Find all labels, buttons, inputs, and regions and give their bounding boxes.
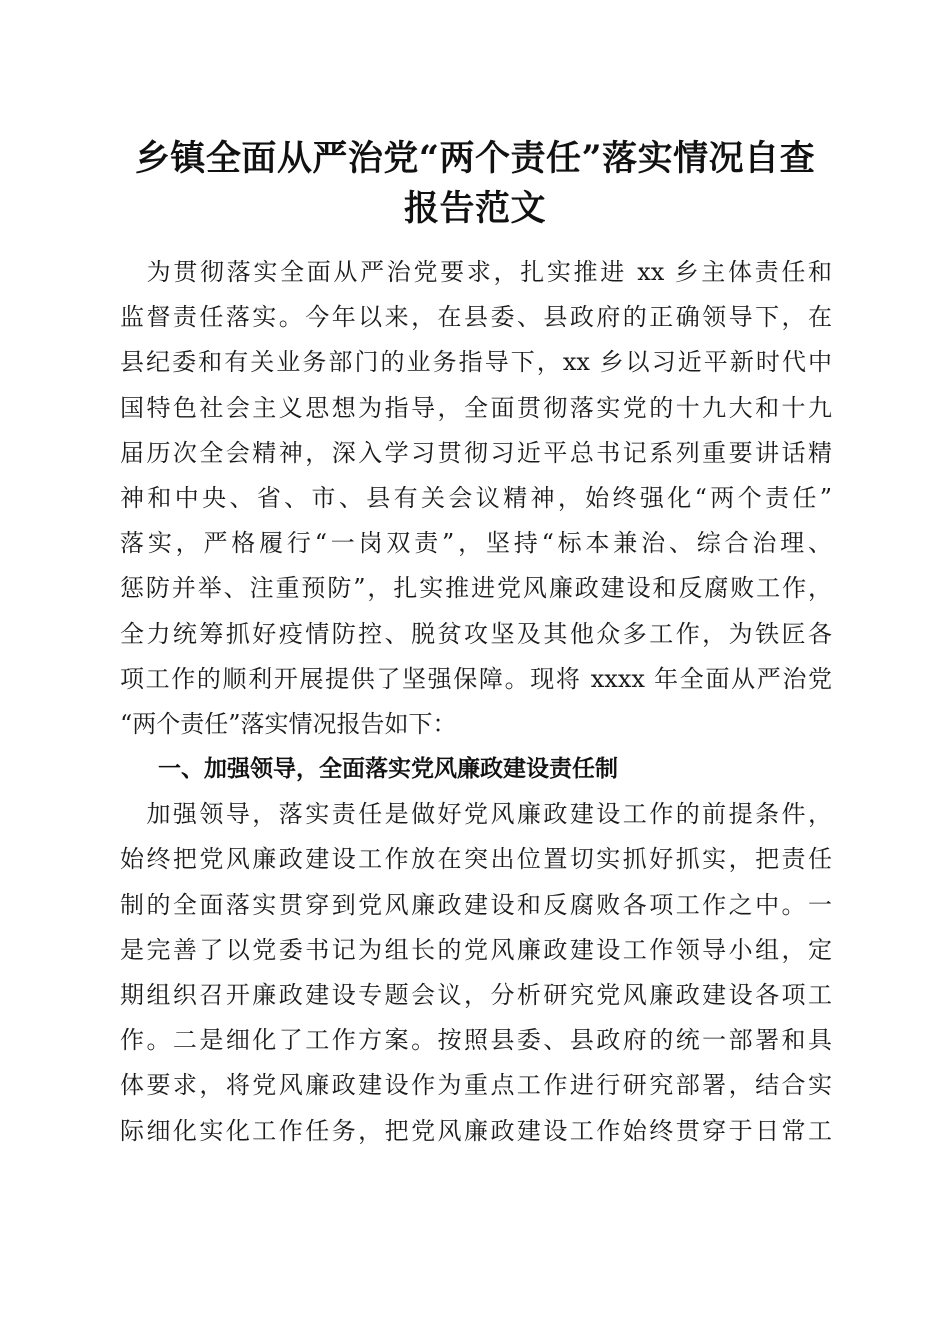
section-heading: 一、加强领导，全面落实党风廉政建设责任制 — [158, 756, 618, 783]
text-line: 始终把党风廉政建设工作放在突出位置切实抓好抓实，把责任 — [120, 845, 832, 874]
text-line: 为贯彻落实全面从严治党要求，扎实推进 xx 乡主体责任和 — [120, 258, 832, 286]
text-line: 加强领导，落实责任是做好党风廉政建设工作的前提条件， — [120, 800, 832, 829]
text-line: 国特色社会主义思想为指导，全面贯彻落实党的十九大和十九 — [120, 393, 832, 422]
section-paragraph — [120, 792, 832, 1154]
text-line: 是完善了以党委书记为组长的党风廉政建设工作领导小组，定 — [120, 935, 832, 964]
text-line: 监督责任落实。今年以来，在县委、县政府的正确领导下，在 — [120, 303, 832, 332]
text-line: 制的全面落实贯穿到党风廉政建设和反腐败各项工作之中。一 — [120, 890, 832, 919]
document-body — [120, 250, 832, 1154]
title-line-1: 乡镇全面从严治党“两个责任”落实情况自查 — [134, 138, 816, 179]
text-line: 届历次全会精神，深入学习贯彻习近平总书记系列重要讲话精 — [120, 438, 832, 467]
text-line: 项工作的顺利开展提供了坚强保障。现将 xxxx 年全面从严治党 — [120, 664, 832, 693]
text-line: 全力统筹抓好疫情防控、脱贫攻坚及其他众多工作，为铁匠各 — [120, 619, 832, 648]
text-line: 体要求，将党风廉政建设作为重点工作进行研究部署，结合实 — [120, 1071, 832, 1100]
text-line: 神和中央、省、市、县有关会议精神，始终强化“两个责任” — [120, 483, 832, 512]
document-title — [100, 134, 850, 234]
text-line: 惩防并举、注重预防”，扎实推进党风廉政建设和反腐败工作， — [120, 574, 832, 603]
text-line: 期组织召开廉政建设专题会议，分析研究党风廉政建设各项工 — [120, 981, 832, 1009]
text-line: 落实，严格履行“一岗双责”，坚持“标本兼治、综合治理、 — [120, 529, 832, 558]
text-line: “两个责任”落实情况报告如下： — [120, 709, 457, 738]
title-line-2: 报告范文 — [403, 188, 546, 229]
text-line: 作。二是细化了工作方案。按照县委、县政府的统一部署和具 — [120, 1026, 832, 1055]
intro-paragraph — [120, 250, 832, 747]
text-line: 际细化实化工作任务，把党风廉政建设工作始终贯穿于日常工 — [120, 1116, 832, 1145]
text-line: 县纪委和有关业务部门的业务指导下，xx 乡以习近平新时代中 — [120, 348, 832, 377]
